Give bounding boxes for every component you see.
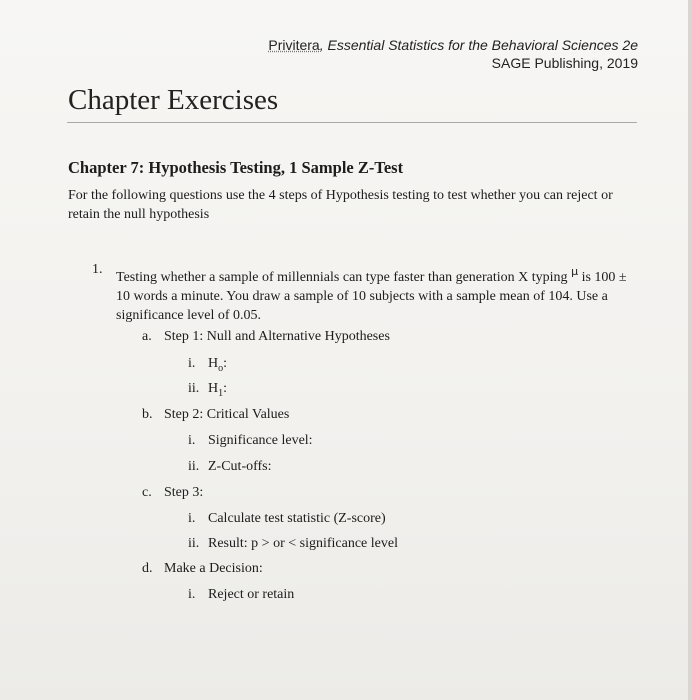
question-number: 1. <box>92 262 103 277</box>
alt-hypothesis-label: H <box>208 381 219 396</box>
author-name: Privitera <box>268 37 320 53</box>
step-a-title: Step 1: Null and Alternative Hypotheses <box>164 329 390 344</box>
step-a-label: a. <box>142 329 152 344</box>
step-c-i-label: i. <box>188 511 196 526</box>
step-c-title: Step 3: <box>164 485 204 500</box>
page-edge <box>688 0 692 700</box>
question-text-part1: Testing whether a sample of millennials can type faster than generation X typing <box>116 270 568 285</box>
null-hypothesis-sub: o <box>218 362 224 374</box>
step-b-label: b. <box>142 407 153 422</box>
step-a-ii-label: ii. <box>188 381 200 396</box>
null-hypothesis-colon: : <box>223 356 228 371</box>
step-d <box>142 560 263 578</box>
significance-level-label: Significance level: <box>208 433 313 448</box>
step-c <box>142 484 203 502</box>
step-d-title: Make a Decision: <box>164 561 263 576</box>
alt-hypothesis-colon: : <box>223 381 228 396</box>
step-b-ii <box>188 458 272 476</box>
instructions-paragraph: For the following questions use the 4 steps of Hypothesis testing to test whether you can reject or retain the null hypothesis <box>68 188 613 222</box>
book-title: , Essential Statistics for the Behavioral Sciences 2e <box>319 37 638 53</box>
result-label: Result: p > or < significance level <box>208 536 398 551</box>
question-text-part2: is 100 ± 10 words a minute. You draw a sample of 10 subjects with a sample mean of 104. Use a significance level of 0.05. <box>116 270 627 323</box>
step-b-title: Step 2: Critical Values <box>164 407 290 422</box>
step-d-i <box>188 586 294 604</box>
chapter-title: Chapter Exercises <box>68 84 279 116</box>
section-title: Chapter 7: Hypothesis Testing, 1 Sample Z-Test <box>68 158 404 177</box>
decision-label: Reject or retain <box>208 587 295 602</box>
null-hypothesis-label: H <box>208 356 219 371</box>
step-b-i-label: i. <box>188 433 196 448</box>
alt-hypothesis-sub: 1 <box>218 387 224 399</box>
step-c-ii <box>188 535 398 553</box>
step-c-label: c. <box>142 485 152 500</box>
step-b-ii-label: ii. <box>188 459 200 474</box>
publisher-line: SAGE Publishing, 2019 <box>491 55 638 71</box>
question-text <box>116 262 640 325</box>
step-b-i <box>188 432 313 450</box>
step-d-label: d. <box>142 561 153 576</box>
citation-header <box>268 36 638 72</box>
step-a-i <box>188 355 227 378</box>
step-b <box>142 406 289 424</box>
step-c-i <box>188 510 386 528</box>
title-divider <box>67 122 637 123</box>
step-a-i-label: i. <box>188 356 196 371</box>
step-a <box>142 328 390 346</box>
citation-line <box>268 36 638 54</box>
step-a-ii <box>188 380 227 403</box>
z-cutoffs-label: Z-Cut-offs: <box>208 459 272 474</box>
step-c-ii-label: ii. <box>188 536 200 551</box>
step-d-i-label: i. <box>188 587 196 602</box>
mu-symbol: μ <box>571 265 579 278</box>
test-statistic-label: Calculate test statistic (Z-score) <box>208 511 386 526</box>
